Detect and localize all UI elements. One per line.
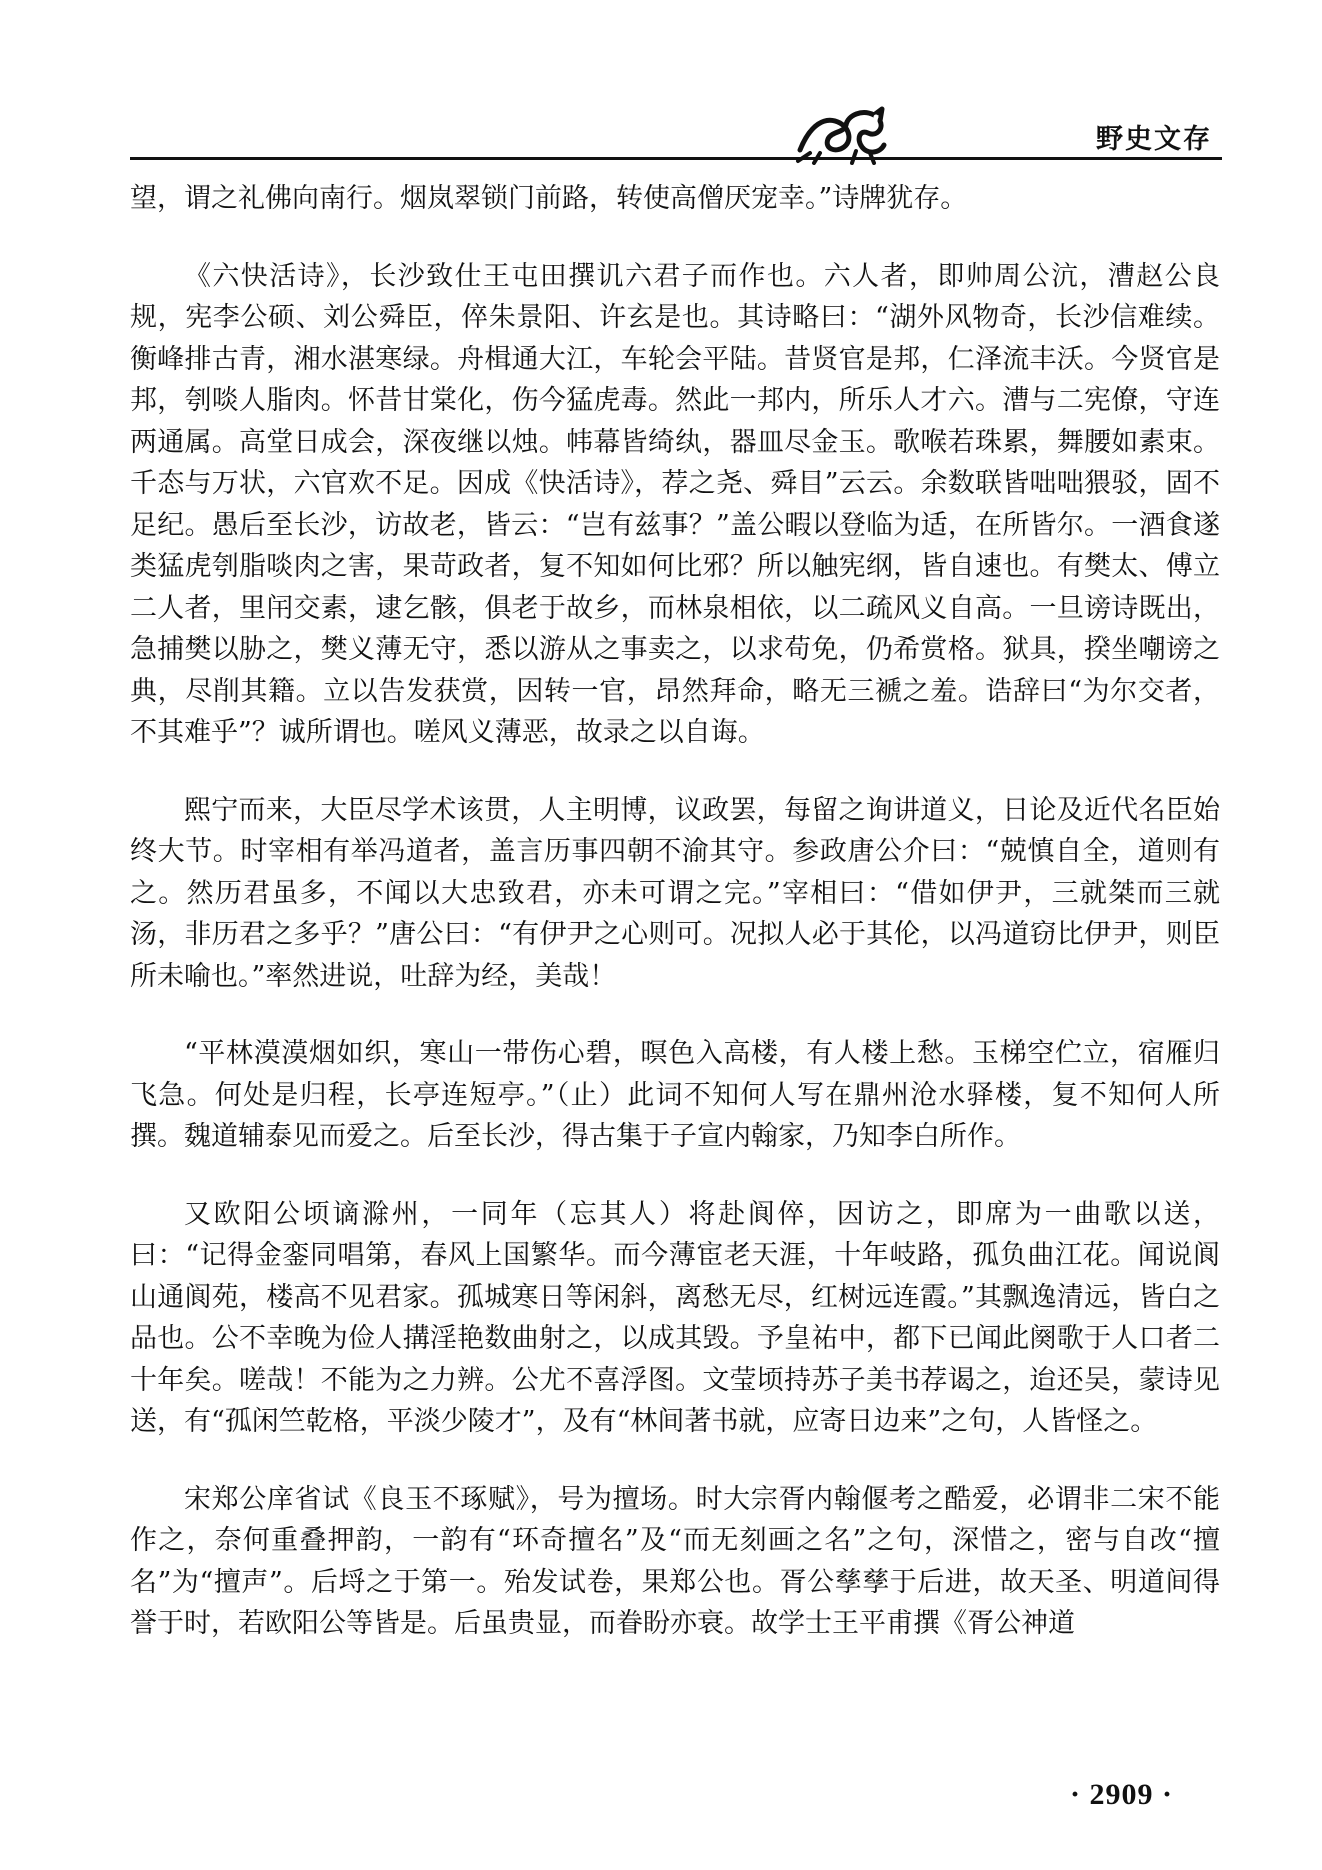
header-rule xyxy=(130,157,1222,160)
paragraph: 熙宁而来，大臣尽学术该贯，人主明博，议政罢，每留之询讲道义，日论及近代名臣始终大节。时宰相有举冯道者，盖言历事四朝不渝其守。参政唐公介曰：“兢慎自全，道则有之。然历君虽多，不闻以大忠致君，亦未可谓之完。”宰相曰：“借如伊尹，三就桀而三就汤，非历君之多乎？”唐公曰：“有伊尹之心则可。况拟人必于其伦，以冯道窃比伊尹，则臣所未喻也。”率然进说，吐辞为经，美哉！ xyxy=(130,794,1220,992)
paragraph: 望，谓之礼佛向南行。烟岚翠锁门前路，转使高僧厌宠幸。”诗牌犹存。 xyxy=(130,183,968,214)
running-header xyxy=(130,95,1222,165)
paragraph: 宋郑公庠省试《良玉不琢赋》，号为擅场。时大宗胥内翰偃考之酷爱，必谓非二宋不能作之，奈何重叠押韵，一韵有“环奇擅名”及“而无刻画之名”之句，深惜之，密与自改“擅名”为“擅声”。后埒之于第一。殆发试卷，果郑公也。胥公孳孳于后进，故天圣、明道间得誉于时，若欧阳公等皆是。后虽贵显，而眷盼亦衰。故学士王平甫撰《胥公神道 xyxy=(130,1483,1220,1639)
series-title: 野史文存 xyxy=(1096,124,1212,155)
page-body xyxy=(130,178,1220,1681)
paragraph: 《六快活诗》，长沙致仕王屯田撰讥六君子而作也。六人者，即帅周公沆，漕赵公良规，宪李公硕、刘公舜臣，倅朱景阳、许玄是也。其诗略曰：“湖外风物奇，长沙信难续。衡峰排古青，湘水湛寒绿。舟楫通大江，车轮会平陆。昔贤官是邦，仁泽流丰沃。今贤官是邦，刳啖人脂肉。怀昔甘棠化，伤今猛虎毒。然此一邦内，所乐人才六。漕与二宪僚，守连两通属。高堂日成会，深夜继以烛。帏幕皆绮纨，器皿尽金玉。歌喉若珠累，舞腰如素束。千态与万状，六官欢不足。因成《快活诗》，荐之尧、舜目”云云。余数联皆咄咄猥驳，固不足纪。愚后至长沙，访故老，皆云：“岂有兹事？”盖公暇以登临为适，在所皆尔。一酒食遂类猛虎刳脂啖肉之害，果苛政者，复不知如何比邪？所以触宪纲，皆自速也。有樊太、傅立二人者，里闬交素，逮乞骸，俱老于故乡，而林泉相依，以二疏风义自高。一旦谤诗既出，急捕樊以胁之，樊义薄无守，悉以游从之事卖之，以求苟免，仍希赏格。狱具，揆坐嘲谤之典，尽削其籍。立以告发获赏，因转一官，昂然拜命，略无三褫之羞。诰辞曰“为尔交者，不其难乎”？诚所谓也。嗟风义薄恶，故录之以自诲。 xyxy=(130,260,1220,748)
paragraph: 又欧阳公顷谪滁州，一同年（忘其人）将赴阆倅，因访之，即席为一曲歌以送，曰：“记得金銮同唱第，春风上国繁华。而今薄宦老天涯，十年岐路，孤负曲江花。闻说阆山通阆苑，楼高不见君家。孤城寒日等闲斜，离愁无尽，红树远连霞。”其飘逸清远，皆白之品也。公不幸晚为俭人搆淫艳数曲射之，以成其毁。予皇祐中，都下已闻此阕歌于人口者二十年矣。嗟哉！不能为之力辨。公尤不喜浮图。文莹顷持苏子美书荐谒之，迨还吴，蒙诗见送，有“孤闲竺乾格，平淡少陵才”，及有“林间著书就，应寄日边来”之句，人皆怪之。 xyxy=(130,1198,1220,1437)
dragon-icon xyxy=(790,95,890,165)
page-number: · 2909 · xyxy=(1070,1778,1174,1811)
paragraph: “平林漠漠烟如织，寒山一带伤心碧，暝色入高楼，有人楼上愁。玉梯空伫立，宿雁归飞急。何处是归程，长亭连短亭。”（止）此词不知何人写在鼎州沧水驿楼，复不知何人所撰。魏道辅泰见而爱之。后至长沙，得古集于子宣内翰家，乃知李白所作。 xyxy=(130,1038,1220,1152)
